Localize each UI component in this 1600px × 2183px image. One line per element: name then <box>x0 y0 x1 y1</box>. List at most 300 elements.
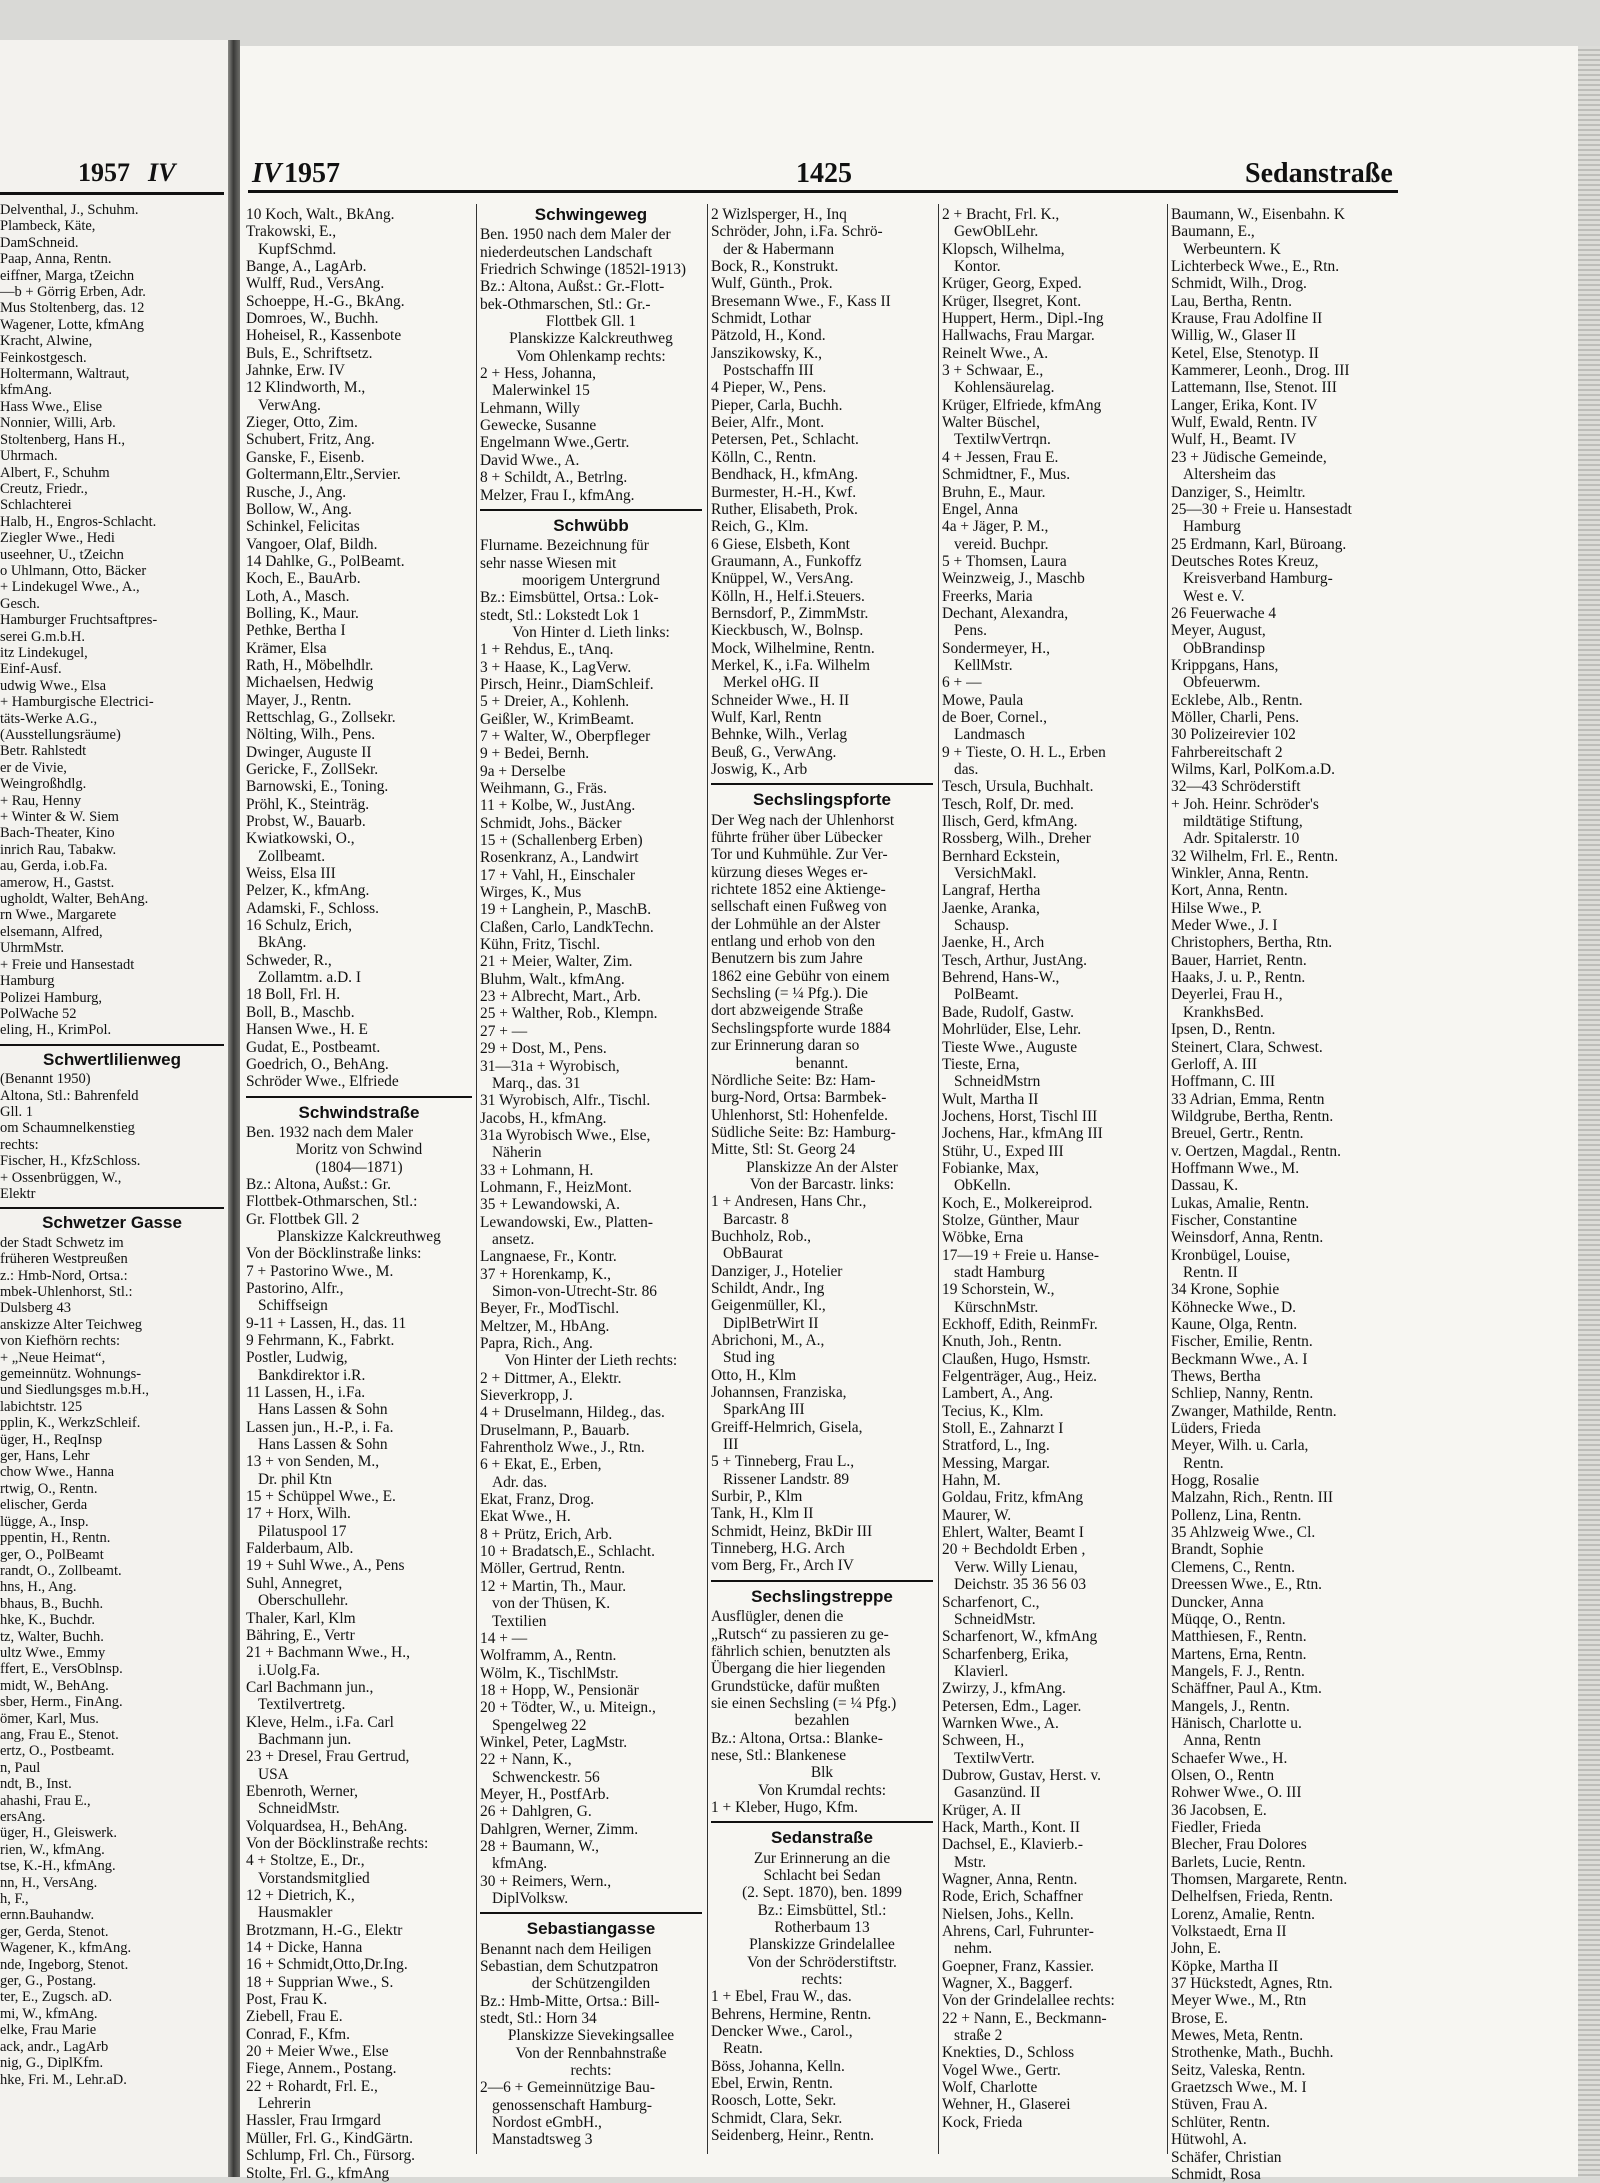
directory-line: Sechslingspforte wurde 1884 <box>711 1019 891 1037</box>
directory-line: Plambeck, Käte, <box>0 218 96 235</box>
directory-line: Behrens, Hermine, Rentn. <box>711 2005 872 2023</box>
directory-line: + Joh. Heinr. Schröder's <box>1171 795 1319 813</box>
directory-line: eiffner, Marga, tZeichn <box>0 267 135 284</box>
directory-line: er de Vivie, <box>0 759 67 776</box>
directory-line: Ziebell, Frau E. <box>246 2008 343 2026</box>
directory-line: 4 + Stoltze, E., Dr., <box>246 1852 365 1870</box>
directory-line: Fobianke, Max, <box>942 1159 1040 1177</box>
directory-line: Vogel Wwe., Gertr. <box>942 2061 1061 2079</box>
directory-line: Betr. Rahlstedt <box>0 743 87 760</box>
directory-line-continued: ObBrandinsp <box>1183 639 1266 657</box>
directory-line: Benutzern bis zum Jahre <box>711 950 863 968</box>
directory-line: useehner, U., tZeichn <box>0 546 124 563</box>
directory-line-continued: Deichstr. 35 36 56 03 <box>954 1576 1087 1594</box>
directory-line: Goltermann,Eltr.,Servier. <box>246 466 401 484</box>
directory-line-continued: TextilwVertrqn. <box>954 431 1051 449</box>
directory-line: Wolf, Charlotte <box>942 2079 1038 2097</box>
directory-line-continued: vereid. Buchpr. <box>954 535 1049 553</box>
directory-line: Seitz, Valeska, Rentn. <box>1171 2061 1306 2079</box>
directory-line: Wulf, Karl, Rentn <box>711 708 822 726</box>
directory-line: 31 Wyrobisch, Alfr., Tischl. <box>480 1092 651 1110</box>
directory-line-continued: kfmAng. <box>492 1855 548 1873</box>
directory-line: führte früher über Lübecker <box>711 829 883 847</box>
directory-line: + Rau, Henny <box>0 792 82 809</box>
directory-line: elischer, Gerda <box>0 1497 88 1514</box>
directory-line: Breuel, Gertr., Rentn. <box>1171 1125 1304 1143</box>
directory-line: 4 Pieper, W., Pens. <box>711 379 827 397</box>
directory-line: 22 + Rohardt, Frl. E., <box>246 2077 378 2095</box>
right-page-year: 1957 <box>284 158 340 189</box>
directory-line: Hallwachs, Frau Margar. <box>942 327 1095 345</box>
directory-line: n, Paul <box>0 1759 41 1776</box>
directory-line: 31—31a + Wyrobisch, <box>480 1057 620 1075</box>
directory-line: Pelzer, K., kfmAng. <box>246 882 370 900</box>
directory-line: burg-Nord, Ortsa: Barmbek- <box>711 1089 887 1107</box>
directory-line: Wulff, Rud., VersAng. <box>246 275 385 293</box>
street-note: Planskizze Sievekingsallee <box>507 2027 675 2045</box>
directory-line-continued: Obfeuerwm. <box>1183 674 1261 692</box>
directory-line-continued: Bachmann jun. <box>258 1730 352 1748</box>
directory-line: Malzahn, Rich., Rentn. III <box>1171 1489 1333 1507</box>
directory-line: 25 + Walther, Rob., Klempn. <box>480 1005 658 1023</box>
directory-line: Felgenträger, Aug., Heiz. <box>942 1368 1097 1386</box>
directory-line: Bernsdorf, P., ZimmMstr. <box>711 604 869 622</box>
directory-line: 37 + Horenkamp, K., <box>480 1265 611 1283</box>
directory-line: Lewandowski, Ew., Platten- <box>480 1213 653 1231</box>
directory-line-continued: ObBaurat <box>723 1245 783 1263</box>
directory-line: + Lindekugel Wwe., A., <box>0 579 140 596</box>
directory-line: rn Wwe., Margarete <box>0 907 117 924</box>
directory-line: Flurname. Bezeichnung für <box>480 537 649 555</box>
directory-line: Gudat, E., Postbeamt. <box>246 1038 381 1056</box>
directory-line: Schmidt, Heinz, BkDir III <box>711 1522 873 1540</box>
directory-line: Mangels, J., Rentn. <box>1171 1697 1290 1715</box>
directory-line: Ilisch, Gerd, kfmAng. <box>942 813 1078 831</box>
directory-line: Engelmann Wwe.,Gertr. <box>480 434 630 452</box>
directory-line: Schinkel, Felicitas <box>246 518 360 536</box>
directory-line: Paap, Anna, Rentn. <box>0 251 112 268</box>
directory-line: Sechsling (= ¼ Pfg.). Die <box>711 985 869 1003</box>
directory-line: Ecklebe, Alb., Rentn. <box>1171 691 1303 709</box>
directory-line-continued: Verw. Willy Lienau, <box>954 1558 1078 1576</box>
directory-line: Fahrentholz Wwe., J., Rtn. <box>480 1439 645 1457</box>
directory-line: Jaenke, Aranka, <box>942 899 1040 917</box>
directory-line: labichtstr. 125 <box>0 1398 83 1415</box>
directory-line: Müller, Frl. G., KindGärtn. <box>246 2129 413 2147</box>
directory-line-continued: mildtätige Stiftung, <box>1183 813 1303 831</box>
directory-line: Merkel, K., i.Fa. Wilhelm <box>711 656 870 674</box>
directory-line: Bade, Rudolf, Gastw. <box>942 1003 1074 1021</box>
directory-line: Duncker, Anna <box>1171 1593 1264 1611</box>
directory-line: 23 + Jüdische Gemeinde, <box>1171 448 1327 466</box>
directory-line: Albert, F., Schuhm <box>0 464 110 481</box>
street-note: Zur Erinnerung an die <box>753 1849 891 1867</box>
directory-line: Kammerer, Leonh., Drog. III <box>1171 362 1350 380</box>
directory-line: 7 + Walter, W., Oberpfleger <box>480 727 651 745</box>
directory-line-continued: Textilien <box>492 1612 547 1630</box>
street-note: bezahlen <box>794 1712 850 1730</box>
directory-line: Nördliche Seite: Bz: Ham- <box>711 1071 876 1089</box>
directory-line: Loth, A., Masch. <box>246 587 350 605</box>
directory-line: Knüppel, W., VersAng. <box>711 570 854 588</box>
directory-line: Burmester, H.-H., Kwf. <box>711 483 857 501</box>
directory-line: Schmidt, Wilh., Drog. <box>1171 275 1307 293</box>
running-street-title: Sedanstraße <box>1245 158 1393 189</box>
directory-line: Krüger, Elfriede, kfmAng <box>942 396 1102 414</box>
directory-line: 9 + Bedei, Bernh. <box>480 745 590 763</box>
directory-line: von Kiefhörn rechts: <box>0 1333 120 1350</box>
directory-line: 19 + Suhl Wwe., A., Pens <box>246 1557 405 1575</box>
directory-line: Kaune, Olga, Rentn. <box>1171 1316 1298 1333</box>
directory-line-continued: SchneidMstr. <box>258 1800 340 1818</box>
street-heading: Sechslingspforte <box>711 783 933 811</box>
street-note: rechts: <box>570 2062 612 2080</box>
directory-line: Lukas, Amalie, Rentn. <box>1171 1194 1310 1212</box>
directory-line: Ganske, F., Eisenb. <box>246 448 365 466</box>
directory-line: Hänisch, Charlotte u. <box>1171 1714 1302 1732</box>
directory-line: 17 + Horx, Wilh. <box>246 1505 351 1523</box>
directory-line: Kühn, Fritz, Tischl. <box>480 936 601 954</box>
directory-line: 36 Jacobsen, E. <box>1171 1801 1267 1819</box>
directory-line: Elektr <box>0 1185 36 1202</box>
directory-column-4 <box>942 206 1162 2156</box>
directory-line: Pollenz, Lina, Rentn. <box>1171 1506 1302 1524</box>
directory-line: 8 + Schildt, A., Betrlng. <box>480 469 628 487</box>
directory-line: Pätzold, H., Kond. <box>711 327 826 345</box>
directory-line: 32 Wilhelm, Frl. E., Rentn. <box>1171 847 1339 865</box>
directory-line: udwig Wwe., Elsa <box>0 677 107 694</box>
directory-line: Rossberg, Wilh., Dreher <box>942 830 1091 848</box>
directory-line: Reich, G., Klm. <box>711 518 809 536</box>
street-note: moorigem Untergrund <box>522 571 660 589</box>
directory-line: Nonnier, Willi, Arb. <box>0 415 116 432</box>
directory-line: ugholdt, Walter, BehAng. <box>0 891 149 908</box>
directory-line: Danziger, J., Hotelier <box>711 1262 843 1280</box>
directory-line: Altona, Stl.: Bahrenfeld <box>0 1087 139 1104</box>
street-note: der Schützengilden <box>531 1975 651 1993</box>
directory-line: Stoltenberg, Hans H., <box>0 431 125 448</box>
directory-line: + Ossenbrüggen, W., <box>0 1169 122 1186</box>
directory-line: Uhrmach. <box>0 448 58 465</box>
directory-line: Carl Bachmann jun., <box>246 1678 374 1696</box>
directory-line: Huppert, Herm., Dipl.-Ing <box>942 310 1104 328</box>
street-note: Planskizze Kalckreuthweg <box>277 1227 441 1245</box>
directory-line: itz Lindekugel, <box>0 644 88 661</box>
directory-line: serei G.m.b.H. <box>0 628 85 645</box>
street-heading: Schwübb <box>480 509 702 537</box>
directory-line: Wagener, K., kfmAng. <box>0 1940 132 1957</box>
directory-line: Scharfenberg, Erika, <box>942 1645 1069 1663</box>
directory-line: Langer, Erika, Kont. IV <box>1171 396 1318 414</box>
directory-line-continued: Werbeuntern. K <box>1183 240 1281 258</box>
directory-line: h, F., <box>0 1891 29 1908</box>
directory-line: Delhelfsen, Frieda, Rentn. <box>1171 1888 1333 1906</box>
directory-line: elsemann, Alfred, <box>0 923 103 940</box>
directory-line: richtete 1852 eine Aktienge- <box>711 881 886 899</box>
directory-line: 1 + Kleber, Hugo, Kfm. <box>711 1798 858 1816</box>
directory-line: 20 + Bechdoldt Erben , <box>942 1541 1086 1559</box>
directory-line: Fiege, Annem., Postang. <box>246 2060 397 2078</box>
page-number: 1425 <box>796 158 852 189</box>
directory-line: Übergang die hier liegenden <box>711 1660 886 1678</box>
directory-line-continued: nehm. <box>954 1940 993 1958</box>
directory-line: 16 Schulz, Erich, <box>246 917 352 935</box>
directory-line: 13 + von Senden, M., <box>246 1453 380 1471</box>
directory-line: 2 + Hess, Johanna, <box>480 365 596 383</box>
directory-line-continued: Näherin <box>492 1144 542 1162</box>
directory-line: PolWache 52 <box>0 1005 77 1022</box>
directory-line: 35 + Lewandowski, A. <box>480 1196 620 1214</box>
directory-line: Pröhl, K., Steinträg. <box>246 795 370 813</box>
directory-line: Engel, Anna <box>942 500 1019 518</box>
directory-line: nde, Ingeborg, Stenot. <box>0 1956 129 1973</box>
directory-line: Suhl, Annegret, <box>246 1574 343 1592</box>
directory-line: Seidenberg, Heinr., Rentn. <box>711 2127 874 2145</box>
directory-line: Zieger, Otto, Zim. <box>246 414 358 432</box>
directory-line: Boll, B., Maschb. <box>246 1003 355 1021</box>
directory-line: ter, E., Zugsch. aD. <box>0 1989 113 2006</box>
directory-line: 6 + Ekat, E., Erben, <box>480 1456 602 1474</box>
directory-line: Rosenkranz, A., Landwirt <box>480 849 639 867</box>
directory-line: 14 + — <box>480 1629 528 1647</box>
directory-line: 12 + Martin, Th., Maur. <box>480 1577 627 1595</box>
directory-line-continued: Hausmakler <box>258 1904 333 1922</box>
directory-line: tse, K.-H., kfmAng. <box>0 1858 116 1875</box>
column-rule <box>476 204 477 2154</box>
directory-column-3 <box>711 206 933 2156</box>
directory-line: 10 + Bradatsch,E., Schlacht. <box>480 1543 655 1561</box>
directory-line-continued: VersichMakl. <box>954 865 1037 883</box>
directory-line: Schmidt, Rosa <box>1171 2165 1261 2183</box>
directory-line: ertz, O., Postbeamt. <box>0 1743 115 1760</box>
directory-line: Probst, W., Bauarb. <box>246 813 366 831</box>
directory-line-continued: VerwAng. <box>258 396 321 414</box>
directory-line: Petersen, Pet., Schlacht. <box>711 431 859 449</box>
directory-line: Meltzer, M., HbAng. <box>480 1317 610 1335</box>
directory-line-continued: Vorstandsmitglied <box>258 1869 370 1887</box>
directory-line: 9 + Tieste, O. H. L., Erben <box>942 743 1106 761</box>
directory-line-continued: Dr. phil Ktn <box>258 1470 332 1488</box>
directory-line-continued: GewOblLehr. <box>954 223 1039 241</box>
directory-line: Beier, Alfr., Mont. <box>711 414 825 432</box>
directory-line: Thomsen, Margarete, Rentn. <box>1171 1871 1348 1888</box>
directory-line: Polizei Hamburg, <box>0 989 103 1006</box>
directory-line: 4 + Druselmann, Hildeg., das. <box>480 1404 665 1422</box>
directory-line: Steinert, Clara, Schwest. <box>1171 1038 1323 1056</box>
directory-line: Petersen, Edm., Lager. <box>942 1697 1082 1715</box>
directory-line: Kölln, C., Rentn. <box>711 448 817 466</box>
directory-line: der Lohmühle an der Alster <box>711 915 881 933</box>
directory-line: Baumann, W., Eisenbahn. K <box>1171 206 1345 223</box>
directory-line: Ahrens, Carl, Fuhrunter- <box>942 1923 1094 1941</box>
directory-line-continued: Pilatuspool 17 <box>258 1522 347 1540</box>
directory-line: Koch, E., Molkereiprod. <box>942 1194 1093 1212</box>
directory-line: Schmidt, Lothar <box>711 310 812 328</box>
directory-line: ppentin, H., Rentn. <box>0 1530 111 1547</box>
directory-line: Walter Büschel, <box>942 414 1040 432</box>
directory-line: 37 Hückstedt, Agnes, Rtn. <box>1171 1975 1333 1993</box>
directory-line: nig, G., DiplKfm. <box>0 2055 104 2072</box>
directory-line: Hamburger Fruchtsaftpres- <box>0 612 158 629</box>
directory-line: Sebastian, dem Schutzpatron <box>480 1958 659 1976</box>
directory-line-continued: SparkAng III <box>723 1401 805 1419</box>
directory-line: Ekat Wwe., H. <box>480 1508 571 1526</box>
directory-line: Schaefer Wwe., H. <box>1171 1749 1288 1767</box>
left-page-year: 1957 <box>78 158 130 187</box>
directory-line: stedt, Stl.: Lokstedt Lok 1 <box>480 606 640 624</box>
directory-line: Benannt nach dem Heiligen <box>480 1940 652 1958</box>
directory-line-continued: das. <box>954 761 979 778</box>
street-heading: Schwingeweg <box>534 205 648 224</box>
directory-line: Johannsen, Franziska, <box>711 1384 847 1402</box>
directory-line: Mayer, J., Rentn. <box>246 691 352 709</box>
directory-line: 21 + Bachmann Wwe., H., <box>246 1644 410 1662</box>
street-note: Planskizze Kalckreuthweg <box>509 330 673 348</box>
directory-line: ger, O., PolBeamt <box>0 1546 104 1563</box>
directory-line: nese, Stl.: Blankenese <box>711 1746 847 1764</box>
directory-line: Wildgrube, Bertha, Rentn. <box>1171 1107 1334 1125</box>
directory-line: Graetzsch Wwe., M. I <box>1171 2079 1307 2097</box>
directory-line: 4a + Jäger, P. M., <box>942 518 1049 536</box>
column-rule <box>707 204 708 2154</box>
directory-line: o Uhlmann, Otto, Bäcker <box>0 562 147 579</box>
directory-line-continued: Altersheim das <box>1183 466 1276 484</box>
directory-line: 32—43 Schröderstift <box>1171 778 1301 796</box>
directory-line: Stratford, L., Ing. <box>942 1437 1050 1455</box>
directory-line: Halb, H., Engros-Schlacht. <box>0 513 157 530</box>
directory-line: Krüger, Ilsegret, Kont. <box>942 292 1082 310</box>
directory-line: ffert, E., VersOblnsp. <box>0 1661 123 1678</box>
directory-line: Schmidtner, F., Mus. <box>942 466 1071 484</box>
directory-line: Dassau, K. <box>1171 1177 1239 1195</box>
directory-line: Claßen, Carlo, LandkTechn. <box>480 918 654 936</box>
directory-line: Krüger, Georg, Exped. <box>942 275 1082 293</box>
directory-line: 12 + Dietrich, K., <box>246 1887 355 1904</box>
street-note: Bz.: Eimsbüttel, Stl.: <box>757 1901 887 1919</box>
directory-line: hns, H., Ang. <box>0 1579 77 1596</box>
directory-line: Haaks, J. u. P., Rentn. <box>1171 969 1306 987</box>
directory-line: Bluhm, Walt., kfmAng. <box>480 970 625 988</box>
directory-line: Bresemann Wwe., F., Kass II <box>711 292 891 310</box>
directory-line: stedt, Stl.: Horn 34 <box>480 2010 597 2028</box>
directory-line: 17—19 + Freie u. Hanse- <box>942 1246 1099 1264</box>
directory-line: 1862 eine Gebühr von einem <box>711 967 890 985</box>
directory-line: Lorenz, Amalie, Rentn. <box>1171 1905 1316 1923</box>
directory-line: Goedrich, O., BehAng. <box>246 1055 389 1073</box>
directory-line-continued: Manstadtsweg 3 <box>492 2131 593 2149</box>
directory-line-continued: KrankhsBed. <box>1183 1003 1264 1021</box>
directory-line: der Stadt Schwetz im <box>0 1234 124 1251</box>
directory-line: Von der Böcklinstraße rechts: <box>246 1834 429 1852</box>
right-page-volume: IV <box>252 158 282 189</box>
directory-line-continued: stadt Hamburg <box>954 1263 1045 1281</box>
directory-line-continued: Gasanzünd. II <box>954 1784 1041 1802</box>
directory-line: Möller, Gertrud, Rentn. <box>480 1560 626 1578</box>
directory-line: 18 Boll, Frl. H. <box>246 986 341 1004</box>
directory-line: Meyer, August, <box>1171 622 1266 640</box>
street-note: Vom Ohlenkamp rechts: <box>516 347 666 365</box>
directory-line: Buls, E., Schriftsetz. <box>246 344 373 362</box>
directory-line: Hack, Marth., Kont. II <box>942 1818 1081 1836</box>
directory-line-continued: straße 2 <box>954 2027 1003 2045</box>
directory-line: Dachsel, E., Klavierb.- <box>942 1836 1084 1854</box>
directory-line: au, Gerda, i.ob.Fa. <box>0 858 108 875</box>
directory-line: midt, W., BehAng. <box>0 1677 109 1694</box>
directory-line: Lehmann, Willy <box>480 399 580 417</box>
directory-line-continued: Marq., das. 31 <box>492 1074 581 1092</box>
directory-line: Dahlgren, Werner, Zimm. <box>480 1820 639 1838</box>
directory-line: Ben. 1950 nach dem Maler der <box>480 226 671 244</box>
directory-line: Mock, Wilhelmine, Rentn. <box>711 639 875 657</box>
directory-line: Vangoer, Olaf, Bildh. <box>246 535 378 553</box>
directory-line: 9-11 + Lassen, H., das. 11 <box>246 1314 407 1332</box>
directory-line: Hoheisel, R., Kassenbote <box>246 327 402 345</box>
directory-line: Koch, E., BauArb. <box>246 570 361 588</box>
directory-line: Trakowski, E., <box>246 223 337 241</box>
street-note: Flottbek Gll. 1 <box>545 313 637 331</box>
directory-line-continued: DiplBetrWirt II <box>723 1314 819 1332</box>
directory-line: 5 + Thomsen, Laura <box>942 552 1067 570</box>
directory-line: Goepner, Franz, Kassier. <box>942 1957 1094 1975</box>
directory-line: ernn.Bauhandw. <box>0 1907 95 1924</box>
directory-line: Hass Wwe., Elise <box>0 398 103 415</box>
directory-line: sber, Herm., FinAng. <box>0 1694 123 1711</box>
directory-line: Beckmann Wwe., A. I <box>1171 1350 1308 1368</box>
directory-line: Schmidt, Clara, Sekr. <box>711 2109 843 2127</box>
directory-line: Krause, Frau Adolfine II <box>1171 310 1323 328</box>
directory-line: Gericke, F., ZollSekr. <box>246 761 379 778</box>
directory-line: 35 Ahlzweig Wwe., Cl. <box>1171 1524 1316 1542</box>
directory-line: Scharfenort, W., kfmAng <box>942 1628 1098 1646</box>
directory-line: kürzung dieses Weges er- <box>711 863 868 881</box>
directory-line: Weinsdorf, Anna, Rentn. <box>1171 1229 1324 1247</box>
directory-line: inrich Rau, Tabakw. <box>0 841 117 858</box>
directory-line: 18 + Supprian Wwe., S. <box>246 1973 394 1991</box>
directory-line-continued: III <box>723 1436 739 1454</box>
directory-line-continued: Reatn. <box>723 2040 763 2058</box>
directory-line: 5 + Dreier, A., Kohlenh. <box>480 693 630 711</box>
directory-line: Stühr, U., Exped III <box>942 1142 1064 1160</box>
directory-line-continued: Kreisverband Hamburg- <box>1183 570 1333 588</box>
directory-line: Langraf, Hertha <box>942 882 1041 900</box>
directory-line: Hoffmann Wwe., M. <box>1171 1159 1300 1177</box>
directory-line: täts-Werke A.G., <box>0 710 98 727</box>
street-note: Planskizze Grindelallee <box>749 1936 895 1954</box>
directory-line: Bernhard Eckstein, <box>942 847 1060 865</box>
directory-line: lügge, A., Insp. <box>0 1513 89 1530</box>
directory-line: z.: Hmb-Nord, Ortsa.: <box>0 1267 128 1284</box>
directory-line: Dwinger, Auguste II <box>246 743 372 761</box>
directory-line: Rath, H., Möbelhdlr. <box>246 656 374 674</box>
directory-line: 22 + Nann, E., Beckmann- <box>942 2009 1107 2027</box>
directory-line: Greiff-Helmrich, Gisela, <box>711 1418 863 1436</box>
directory-line: 29 + Dost, M., Pens. <box>480 1040 607 1058</box>
directory-line: Janszikowsky, K., <box>711 344 823 362</box>
directory-line: Schröder Wwe., Elfriede <box>246 1073 399 1091</box>
directory-line: Ebel, Erwin, Rentn. <box>711 2075 833 2093</box>
directory-line: entlang und erhob von den <box>711 933 876 951</box>
directory-line: 17 + Vahl, H., Einschaler <box>480 866 636 884</box>
street-heading: Schwetzer Gasse <box>0 1207 224 1234</box>
directory-line: Mangels, F. J., Rentn. <box>1171 1662 1305 1680</box>
directory-line: Köpke, Martha II <box>1171 1957 1279 1975</box>
directory-line: Thaler, Karl, Klm <box>246 1609 356 1627</box>
directory-line-continued: Simon-von-Utrecht-Str. 86 <box>492 1282 658 1300</box>
directory-line: 1 + Ebel, Frau W., das. <box>711 1988 852 2006</box>
directory-line: Stoll, E., Zahnarzt I <box>942 1420 1064 1438</box>
directory-line: Willig, W., Glaser II <box>1171 327 1297 345</box>
directory-line: Wilms, Karl, PolKom.a.D. <box>1171 761 1335 778</box>
